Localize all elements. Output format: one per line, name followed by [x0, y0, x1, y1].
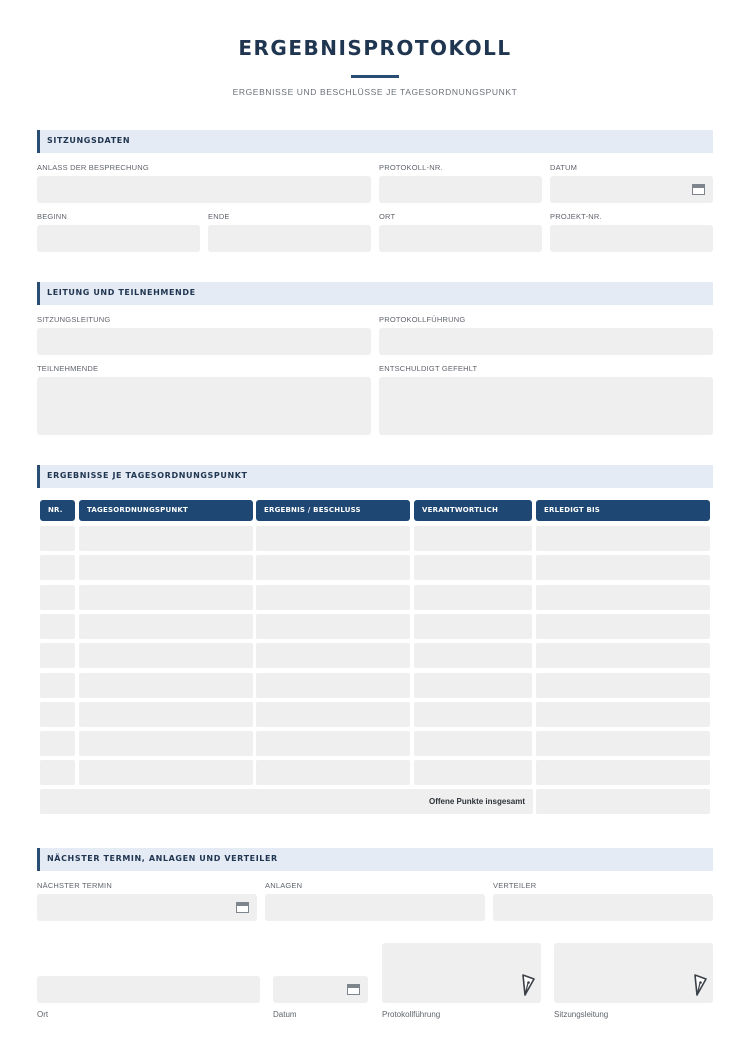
table-cell-tagesordnungspunkt[interactable]: [79, 614, 253, 639]
ende-field[interactable]: [208, 225, 371, 252]
beginn-label: BEGINN: [37, 212, 67, 221]
table-cell-erledigt-bis[interactable]: [536, 731, 710, 756]
table-cell-ergebnis[interactable]: [256, 673, 410, 698]
signature-protokollfuehrung-field[interactable]: [382, 943, 541, 1003]
pen-nib-icon: [693, 974, 707, 996]
naechster-termin-label: NÄCHSTER TERMIN: [37, 881, 112, 890]
section-heading: NÄCHSTER TERMIN, ANLAGEN UND VERTEILER: [47, 854, 278, 863]
section-leitung: [37, 282, 713, 305]
column-header-nr: NR.: [40, 500, 75, 521]
table-cell-tagesordnungspunkt[interactable]: [79, 643, 253, 668]
table-cell-nr[interactable]: [40, 526, 75, 551]
anlass-label: ANLASS DER BESPRECHUNG: [37, 163, 149, 172]
verteiler-field[interactable]: [493, 894, 713, 921]
total-label-text: Offene Punkte insgesamt: [428, 797, 525, 806]
column-header-erledigt-bis: ERLEDIGT BIS: [536, 500, 710, 521]
table-cell-verantwortlich[interactable]: [414, 673, 532, 698]
ende-label: ENDE: [208, 212, 230, 221]
table-cell-ergebnis[interactable]: [256, 526, 410, 551]
sitzungsleitung-label: SITZUNGSLEITUNG: [37, 315, 111, 324]
table-cell-nr[interactable]: [40, 731, 75, 756]
signature-datum-field[interactable]: [273, 976, 368, 1003]
table-cell-erledigt-bis[interactable]: [536, 643, 710, 668]
section-naechster-termin: [37, 848, 713, 871]
table-cell-nr[interactable]: [40, 673, 75, 698]
naechster-termin-field[interactable]: [37, 894, 257, 921]
section-heading: SITZUNGSDATEN: [47, 136, 131, 145]
column-header-tagesordnungspunkt: TAGESORDNUNGSPUNKT: [79, 500, 253, 521]
anlagen-field[interactable]: [265, 894, 485, 921]
anlass-field[interactable]: [37, 176, 371, 203]
table-cell-nr[interactable]: [40, 643, 75, 668]
table-cell-erledigt-bis[interactable]: [536, 555, 710, 580]
table-cell-verantwortlich[interactable]: [414, 760, 532, 785]
signature-ort-field[interactable]: [37, 976, 260, 1003]
projekt-nr-label: PROJEKT-NR.: [550, 212, 602, 221]
protokollfuehrung-field[interactable]: [379, 328, 713, 355]
total-row-label: [40, 789, 533, 814]
table-cell-tagesordnungspunkt[interactable]: [79, 555, 253, 580]
table-cell-tagesordnungspunkt[interactable]: [79, 585, 253, 610]
table-cell-tagesordnungspunkt[interactable]: [79, 526, 253, 551]
verteiler-label: VERTEILER: [493, 881, 537, 890]
table-cell-erledigt-bis[interactable]: [536, 614, 710, 639]
table-cell-ergebnis[interactable]: [256, 585, 410, 610]
table-cell-nr[interactable]: [40, 702, 75, 727]
entschuldigt-field[interactable]: [379, 377, 713, 435]
table-cell-ergebnis[interactable]: [256, 702, 410, 727]
table-cell-erledigt-bis[interactable]: [536, 526, 710, 551]
teilnehmende-field[interactable]: [37, 377, 371, 435]
calendar-icon[interactable]: [347, 984, 360, 995]
table-cell-verantwortlich[interactable]: [414, 614, 532, 639]
table-cell-ergebnis[interactable]: [256, 614, 410, 639]
table-cell-nr[interactable]: [40, 614, 75, 639]
sitzungsleitung-field[interactable]: [37, 328, 371, 355]
section-sitzungsdaten: [37, 130, 713, 153]
total-open-items-field[interactable]: [536, 789, 710, 814]
table-cell-tagesordnungspunkt[interactable]: [79, 702, 253, 727]
section-heading: LEITUNG UND TEILNEHMENDE: [47, 288, 196, 297]
table-cell-erledigt-bis[interactable]: [536, 760, 710, 785]
table-cell-ergebnis[interactable]: [256, 760, 410, 785]
ort-label: ORT: [379, 212, 396, 221]
ort-field[interactable]: [379, 225, 542, 252]
column-header-ergebnis: ERGEBNIS / BESCHLUSS: [256, 500, 410, 521]
protokoll-nr-field[interactable]: [379, 176, 542, 203]
table-cell-verantwortlich[interactable]: [414, 555, 532, 580]
table-cell-verantwortlich[interactable]: [414, 585, 532, 610]
table-cell-erledigt-bis[interactable]: [536, 673, 710, 698]
datum-label: DATUM: [550, 163, 578, 172]
table-cell-nr[interactable]: [40, 585, 75, 610]
page-title: ERGEBNISPROTOKOLL: [238, 36, 512, 60]
table-cell-erledigt-bis[interactable]: [536, 702, 710, 727]
table-cell-ergebnis[interactable]: [256, 555, 410, 580]
calendar-icon[interactable]: [236, 902, 249, 913]
table-cell-tagesordnungspunkt[interactable]: [79, 760, 253, 785]
teilnehmende-label: TEILNEHMENDE: [37, 364, 99, 373]
title-underline: [351, 75, 399, 78]
table-cell-tagesordnungspunkt[interactable]: [79, 673, 253, 698]
calendar-icon[interactable]: [692, 184, 705, 195]
column-header-verantwortlich: VERANTWORTLICH: [414, 500, 532, 521]
signature-sitzungsleitung-label: Sitzungsleitung: [554, 1010, 609, 1019]
table-cell-tagesordnungspunkt[interactable]: [79, 731, 253, 756]
anlagen-label: ANLAGEN: [265, 881, 303, 890]
pen-nib-icon: [521, 974, 535, 996]
table-cell-erledigt-bis[interactable]: [536, 585, 710, 610]
section-heading: ERGEBNISSE JE TAGESORDNUNGSPUNKT: [47, 471, 248, 480]
signature-sitzungsleitung-field[interactable]: [554, 943, 713, 1003]
table-cell-verantwortlich[interactable]: [414, 702, 532, 727]
beginn-field[interactable]: [37, 225, 200, 252]
signature-protokollfuehrung-label: Protokollführung: [382, 1010, 441, 1019]
projekt-nr-field[interactable]: [550, 225, 713, 252]
table-cell-nr[interactable]: [40, 760, 75, 785]
table-cell-ergebnis[interactable]: [256, 731, 410, 756]
signature-datum-label: Datum: [273, 1010, 297, 1019]
page-subtitle: ERGEBNISSE UND BESCHLÜSSE JE TAGESORDNUNGSPUNKT: [232, 87, 518, 97]
table-cell-ergebnis[interactable]: [256, 643, 410, 668]
table-cell-verantwortlich[interactable]: [414, 731, 532, 756]
protokoll-nr-label: PROTOKOLL-NR.: [379, 163, 443, 172]
protokollfuehrung-label: PROTOKOLLFÜHRUNG: [379, 315, 466, 324]
table-cell-verantwortlich[interactable]: [414, 643, 532, 668]
table-cell-nr[interactable]: [40, 555, 75, 580]
datum-field[interactable]: [550, 176, 713, 203]
section-ergebnisse: [37, 465, 713, 488]
entschuldigt-label: ENTSCHULDIGT GEFEHLT: [379, 364, 478, 373]
table-cell-verantwortlich[interactable]: [414, 526, 532, 551]
signature-ort-label: Ort: [37, 1010, 49, 1019]
